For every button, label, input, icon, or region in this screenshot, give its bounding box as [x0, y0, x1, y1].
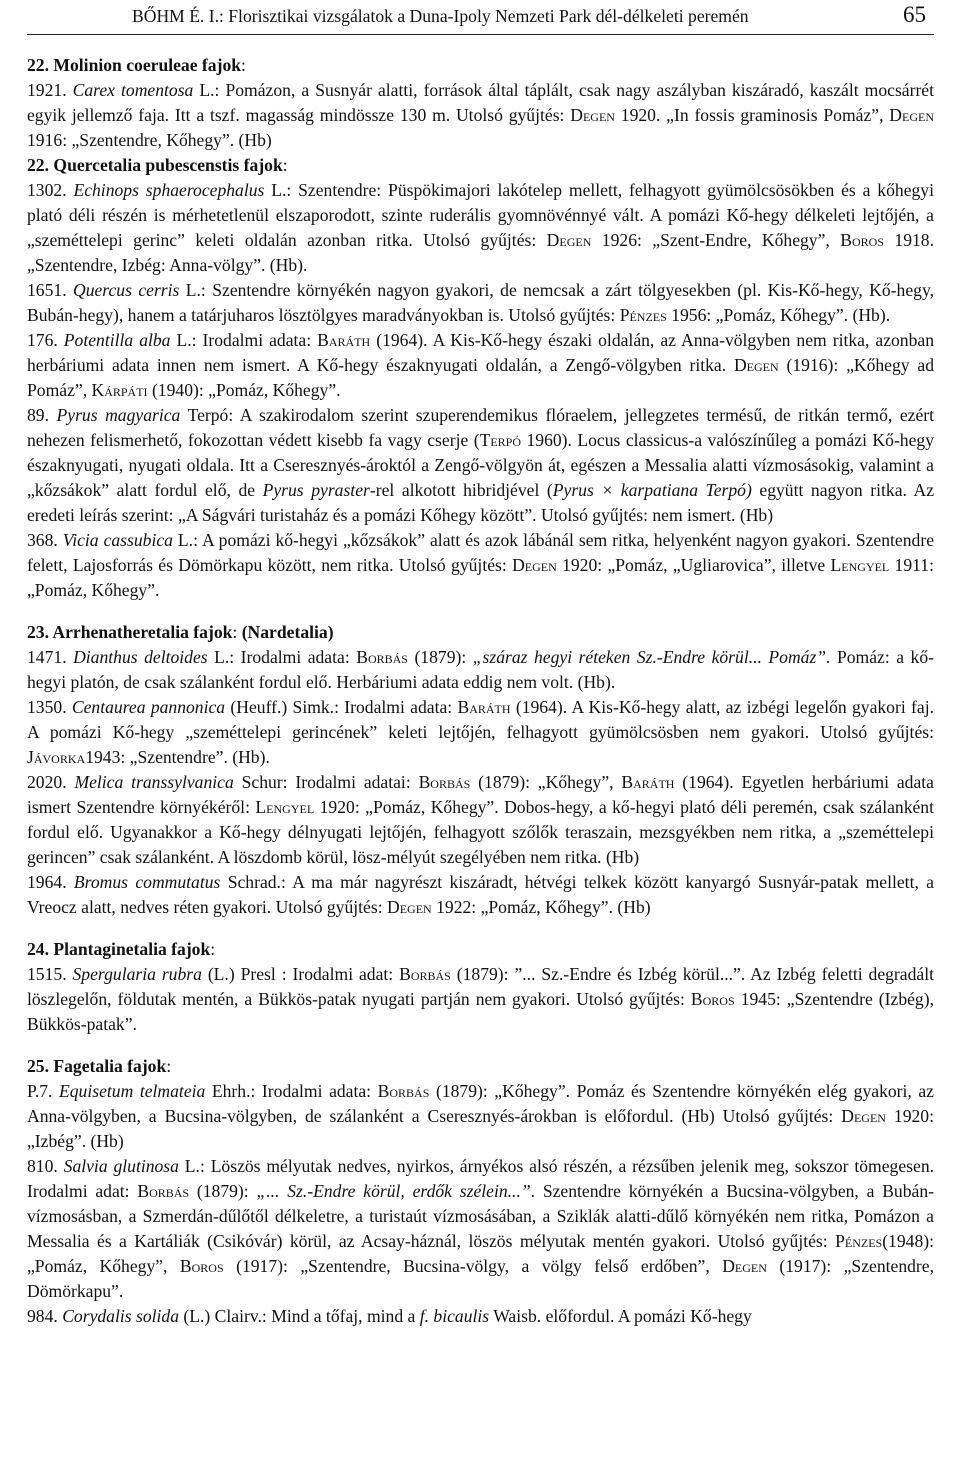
- species-entry-1651: [27, 278, 934, 328]
- text-run: 1515.: [27, 964, 73, 984]
- species-entry-1302: [27, 178, 934, 278]
- text-run: L.: A pomázi kő-hegyi „kőzsákok” alatt és azok lábánál sem ritka, helyenként nagyon gyakori. Szentendre felett, Lajosforrás és Dömörkapu között, nem ritka. Utolsó gyűjtés:: [27, 530, 934, 575]
- species-name: Salvia glutinosa: [63, 1156, 179, 1176]
- author-name: Degen: [387, 897, 432, 917]
- text-run: 1926: „Szent-Endre, Kőhegy”,: [591, 230, 841, 250]
- species-entry-810: [27, 1154, 934, 1304]
- species-name: Spergularia rubra: [72, 964, 202, 984]
- species-name: Pyrus magyarica: [56, 405, 181, 425]
- species-name: Potentilla alba: [63, 330, 171, 350]
- text-run: (1940): „Pomáz, Kőhegy”.: [147, 380, 341, 400]
- species-name: Centaurea pannonica: [71, 697, 226, 717]
- text-run: (1916): „Kőhegy ad Pomáz”,: [27, 355, 934, 400]
- text-run: 368.: [27, 530, 63, 550]
- text-run: (1964). A Kis-Kő-hegy alatt, az izbégi legelőn gyakori faj. A pomázi Kő-hegy „szeméttelepi gerincének” keleti lejtőjén, felhagyott gyümölcsösben nem gyakori. Utolsó gyűjtés:: [27, 697, 934, 742]
- text-run: 1471.: [27, 647, 74, 667]
- text-run: L.: Löszös mélyutak nedves, nyirkos, árnyékos alsó részén, a rézsűben jelenik meg, sokszor tömegesen. Irodalmi adat:: [27, 1156, 935, 1201]
- author-name: Boros: [690, 989, 735, 1009]
- author-name: Baráth: [317, 330, 371, 350]
- text-run: 89.: [27, 405, 57, 425]
- text-run: 1651.: [27, 280, 73, 300]
- author-name: Borbás: [418, 772, 471, 792]
- species-name: Carex tomentosa: [72, 80, 194, 100]
- species-name: Quercus cerris: [72, 280, 180, 300]
- text-run: 25. Fagetalia fajok: [27, 1056, 167, 1076]
- species-name: Corydalis solida: [62, 1306, 180, 1326]
- species-entry-984: [27, 1304, 934, 1329]
- text-run: 984.: [27, 1306, 63, 1326]
- text-run: 176.: [27, 330, 64, 350]
- text-run: 23. Arrhenatheretalia fajok: [27, 622, 233, 642]
- author-name: Boros: [840, 230, 884, 250]
- text-run: (1948): „Pomáz, Kőhegy”,: [27, 1231, 934, 1276]
- author-name: Borbás: [137, 1181, 190, 1201]
- author-name: Degen: [733, 355, 779, 375]
- section-heading-25-fagetalia: [27, 1054, 934, 1079]
- text-run: (1964). Egyetlen herbáriumi adata ismert Szentendre környékéről:: [27, 772, 934, 817]
- species-entry-1471: [27, 645, 934, 695]
- species-entry-1350: [27, 695, 934, 770]
- text-run: (Nardetalia): [237, 622, 334, 642]
- author-name: Pénzes: [835, 1231, 883, 1251]
- text-run: 1945: „Szentendre (Izbég), Bükkös-patak”.: [27, 989, 934, 1034]
- page-number: 65: [903, 2, 926, 27]
- text-run: L.: Pomázon, a Susnyár alatti, források által táplált, csak nagy aszályban kiszáradó, kaszált mocsárrét egyik jellemző faja. Itt a tszf. magasság mindössze 130 m. Utolsó gyűjtés:: [27, 80, 935, 125]
- species-entry-368: [27, 528, 934, 603]
- species-entry-1921: [27, 78, 934, 153]
- text-run: :: [166, 1056, 172, 1076]
- species-entry-2020: [27, 770, 934, 870]
- text-run: 1956: „Pomáz, Kőhegy”. (Hb).: [666, 305, 891, 325]
- text-run: 810.: [27, 1156, 64, 1176]
- text-run: 22. Quercetalia pubescenstis fajok: [27, 155, 283, 175]
- text-run: Pomáz: a kő-hegyi platón, de csak szálanként fordul elő. Herbáriumi adata eddig nem volt. (Hb).: [27, 647, 934, 692]
- author-name: Degen: [512, 555, 557, 575]
- text-run: 1916: „Szentendre, Kőhegy”. (Hb): [27, 130, 272, 150]
- text-run: f. bicaulis: [419, 1306, 490, 1326]
- author-name: Degen: [841, 1106, 886, 1126]
- author-name: Boros: [179, 1256, 224, 1276]
- article-body: [27, 35, 934, 1329]
- text-run: (L.) Presl : Irodalmi adat:: [201, 964, 400, 984]
- author-name: Baráth: [457, 697, 511, 717]
- text-run: L.: Szentendre környékén nagyon gyakori, de nemcsak a zárt tölgyesekben (pl. Kis-Kő-hegy, Kő-hegy, Bubán-hegy), hanem a tatárjuharos lösztölgyes maradványokban is. Utolsó gyűjtés:: [27, 280, 934, 325]
- text-run: 2020.: [27, 772, 75, 792]
- text-run: P.7.: [27, 1081, 59, 1101]
- text-run: 1920. „In fossis graminosis Pomáz”,: [614, 105, 890, 125]
- text-run: együtt nagyon ritka. Az eredeti leírás szerint: „A Ságvári turistaház és a pomázi Kőhegy között”. Utolsó gyűjtés: nem ismert. (Hb): [27, 480, 935, 525]
- text-run: (1917): „Szentendre, Bucsina-völgy, a völgy felső erdőben”,: [223, 1256, 723, 1276]
- author-name: Borbás: [377, 1081, 430, 1101]
- text-run: 1918. „Szentendre, Izbég: Anna-völgy”. (Hb).: [27, 230, 934, 275]
- author-name: Degen: [889, 105, 934, 125]
- author-name: Pénzes: [619, 305, 667, 325]
- text-run: (1879): ”... Sz.-Endre és Izbég körül...”. Az Izbég feletti degradált löszlegelőn, földutak mentén, a Bükkös-patak nyugati partján nem gyakori. Utolsó gyűjtés:: [27, 964, 934, 1009]
- text-run: (1964). A Kis-Kő-hegy északi oldalán, az Anna-völgyben nem ritka, azonban herbáriumi adata innen nem ismert. A Kő-hegy északnyugati oldalán, a Zengő-völgyben ritka.: [27, 330, 934, 375]
- author-name: Lengyel: [830, 555, 890, 575]
- text-run: 24. Plantaginetalia fajok: [27, 939, 211, 959]
- text-run: 22. Molinion coeruleae fajok: [27, 55, 242, 75]
- species-name: Dianthus deltoides: [73, 647, 208, 667]
- text-run: 1911: „Pomáz, Kőhegy”.: [27, 555, 934, 600]
- text-run: 1350.: [27, 697, 72, 717]
- text-run: 1920: „Pomáz, Kőhegy”. Dobos-hegy, a kő-hegyi plató déli peremén, csak szálanként fordul elő. Ugyanakkor a Kő-hegy délnyugati lejtőjén, felhagyott szőlők teraszain, mezsgyékben nem ritka, a „szeméttelepi gerincen” csak szálanként. A löszdomb körül, lösz-mélyút szegélyében nem ritka. (Hb): [27, 797, 934, 867]
- text-run: 1920: „Izbég”. (Hb): [27, 1106, 934, 1151]
- text-run: 1920: „Pomáz, „Ugliarovica”, illetve: [556, 555, 831, 575]
- species-name: Echinops sphaerocephalus: [73, 180, 265, 200]
- text-run: :: [282, 155, 288, 175]
- author-name: Baráth: [621, 772, 675, 792]
- text-run: (1917): „Szentendre, Dömörkapu”.: [27, 1256, 934, 1301]
- text-run: 1302.: [27, 180, 74, 200]
- author-name: Degen: [722, 1256, 767, 1276]
- text-run: Schur: Irodalmi adatai:: [233, 772, 419, 792]
- text-run: Ehrh.: Irodalmi adata:: [205, 1081, 378, 1101]
- text-run: -rel alkotott hibridjével (: [369, 480, 553, 500]
- author-name: Kárpáti: [91, 380, 148, 400]
- species-entry-p7: [27, 1079, 934, 1154]
- text-run: (1879):: [407, 647, 473, 667]
- text-run: 1964.: [27, 872, 74, 892]
- author-name: Degen: [570, 105, 615, 125]
- text-run: (1879): „Kőhegy”. Pomáz és Szentendre környékén elég gyakori, az Anna-völgyben, a Bucsina-völgyben, de szálanként a Cseresznyés-árokban is előfordul. (Hb) Utolsó gyűjtés:: [27, 1081, 934, 1126]
- section-heading-24-plantaginetalia: [27, 937, 934, 962]
- text-run: Terpó: A szakirodalom szerint szuperendemikus flóraelem, jellegzetes termésű, de ritkán termő, ezért nehezen felismerhető, fokozottan védett kisebb fa vagy cserje (: [27, 405, 935, 450]
- text-run: (Heuff.) Simk.: Irodalmi adata:: [225, 697, 458, 717]
- text-run: Waisb. előfordul. A pomázi Kő-hegy: [489, 1306, 752, 1326]
- species-name: Equisetum telmateia: [59, 1081, 206, 1101]
- text-run: Schrad.: A ma már nagyrészt kiszáradt, hétvégi telkek között kanyargó Susnyár-patak mellett, a Vreocz alatt, nedves réten gyakori. Utolsó gyűjtés:: [27, 872, 934, 917]
- text-run: Pyrus pyraster: [262, 480, 370, 500]
- species-name: Bromus commutatus: [73, 872, 221, 892]
- text-run: :: [232, 622, 238, 642]
- author-name: Borbás: [356, 647, 408, 667]
- text-run: 1960). Locus classicus-a valószínűleg a pomázi Kő-hegy északnyugati, nyugati oldala. Itt a Cseresznyés-ároktól a Zengő-völgyön át, egészen a Messalia alatti vízmosásokig, valamint a „kőzsákok” alatt fordul elő, de: [27, 430, 934, 500]
- section-heading-23-arrhenatheretalia: [27, 620, 934, 645]
- author-name: Lengyel: [255, 797, 315, 817]
- species-name: Vicia cassubica: [62, 530, 173, 550]
- text-run: L.: Szentendre: Püspökimajori lakótelep mellett, felhagyott gyümölcsösökben és a kőhegyi plató déli részén is mérhetetlenül elszaporodott, szinte ruderális gyomnövénnyé vált. A pomázi Kő-hegy délkeleti lejtőjén, a „szeméttelepi gerinc” keleti oldalán azonban ritka. Utolsó gyűjtés:: [27, 180, 934, 250]
- species-entry-1515: [27, 962, 934, 1037]
- author-name: Terpó: [479, 430, 522, 450]
- text-run: 1921.: [27, 80, 73, 100]
- author-name: Jávorka: [27, 747, 86, 767]
- species-entry-89: [27, 403, 934, 528]
- section-heading-22-molinion: [27, 53, 934, 78]
- species-entry-176: [27, 328, 934, 403]
- text-run: L.: Irodalmi adata:: [170, 330, 318, 350]
- text-run: Pyrus × karpatiana Terpó): [552, 480, 752, 500]
- author-name: Borbás: [399, 964, 451, 984]
- text-run: :: [241, 55, 246, 75]
- text-run: (L.) Clairv.: Mind a tőfaj, mind a: [179, 1306, 420, 1326]
- text-run: (1879):: [189, 1181, 257, 1201]
- text-run: (1879): „Kőhegy”,: [470, 772, 622, 792]
- species-name: Melica transsylvanica: [74, 772, 234, 792]
- text-run: 1943: „Szentendre”. (Hb).: [85, 747, 270, 767]
- text-run: :: [210, 939, 216, 959]
- author-name: Degen: [546, 230, 592, 250]
- text-run: „száraz hegyi réteken Sz.-Endre körül... Pomáz”.: [472, 647, 831, 667]
- text-run: . Szentendre környékén a Bucsina-völgyben, a Bubán-vízmosásban, a Szmerdán-dűlőtől délkeletre, a turistaút vízmosásában, a Sziklák alatti-dűlő környékén nem ritka, Pomázon a Messalia és a Kartáliák (Csikóvár) körül, az Acsay-háznál, löszös mélyutak mentén gyakori. Utolsó gyűjtés:: [27, 1181, 934, 1251]
- section-heading-22-quercetalia: [27, 153, 934, 178]
- text-run: 1922: „Pomáz, Kőhegy”. (Hb): [431, 897, 651, 917]
- running-header: [27, 0, 934, 35]
- running-head-title: BŐHM É. I.: Florisztikai vizsgálatok a Duna-Ipoly Nemzeti Park dél-délkeleti peremén: [132, 6, 749, 26]
- text-run: L.: Irodalmi adata:: [207, 647, 357, 667]
- text-run: „... Sz.-Endre körül, erdők szélein...”: [256, 1181, 531, 1201]
- species-entry-1964: [27, 870, 934, 920]
